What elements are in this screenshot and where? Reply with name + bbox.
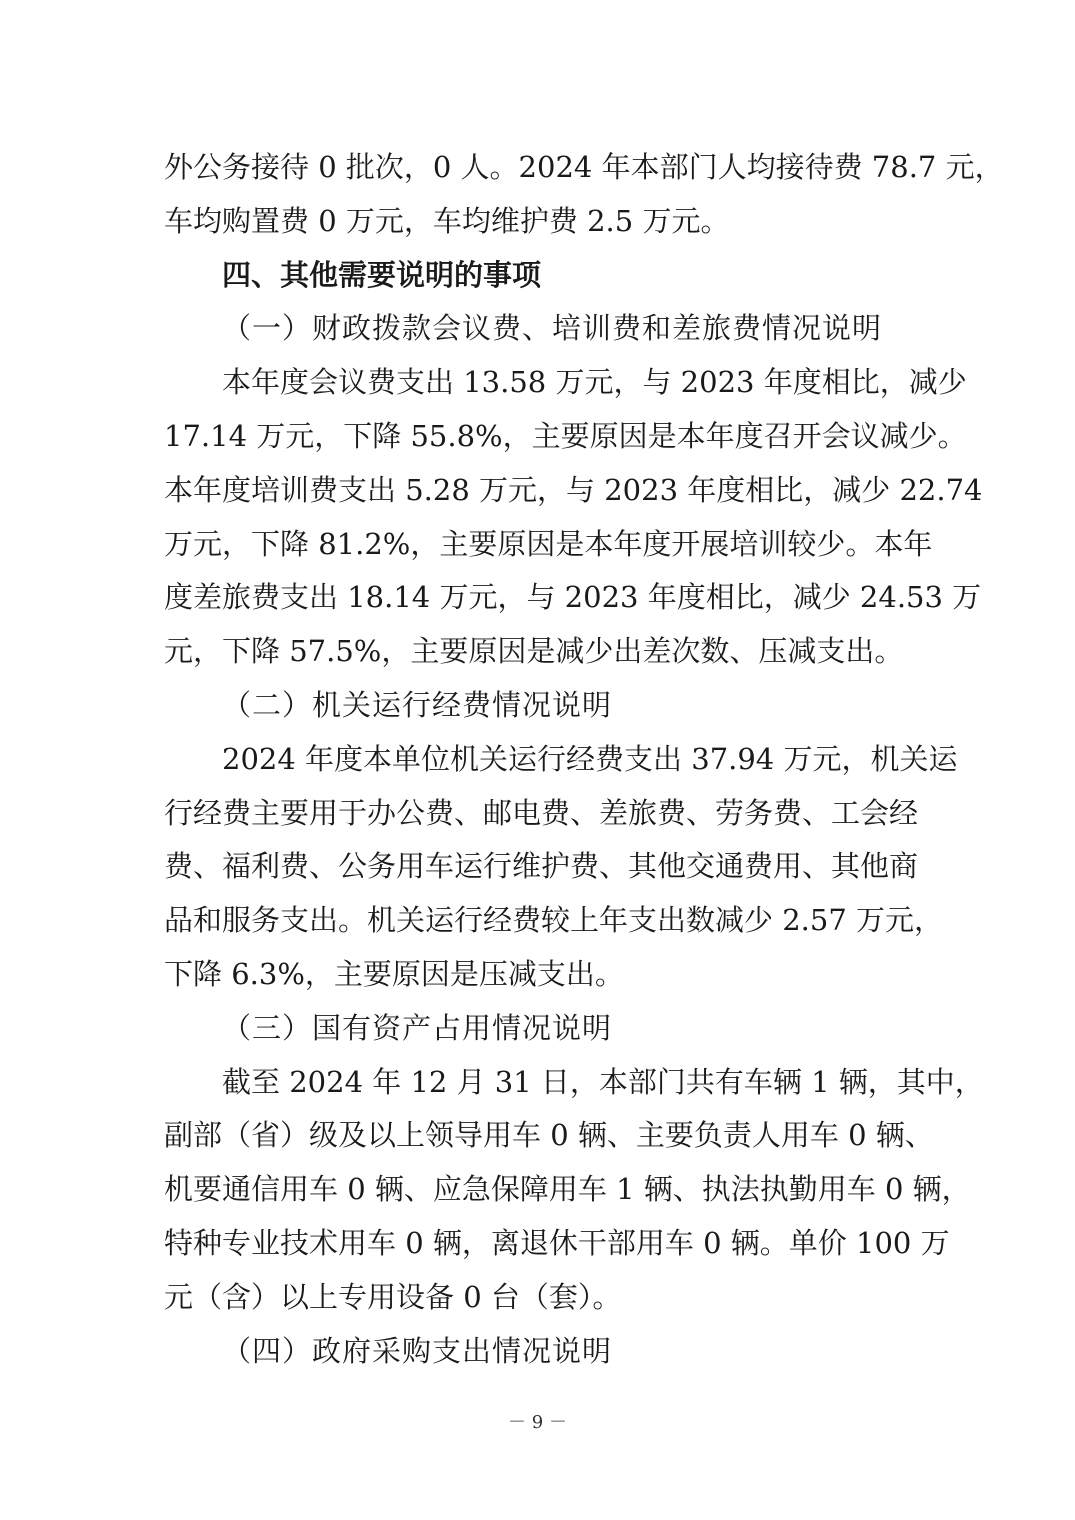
subsection-heading: （四）政府采购支出情况说明 [222,1333,613,1368]
paragraph-line: 下降 6.3%，主要原因是压减支出。 [164,956,624,991]
section-heading: 四、其他需要说明的事项 [222,257,542,292]
subsection-heading: （二）机关运行经费情况说明 [222,687,613,722]
subsection-heading: （三）国有资产占用情况说明 [222,1010,613,1045]
document-body [164,141,1004,1378]
paragraph-line: 度差旅费支出 18.14 万元，与 2023 年度相比，减少 24.53 万 [164,580,982,615]
paragraph-line: 元，下降 57.5%，主要原因是减少出差次数、压减支出。 [164,634,904,669]
paragraph-line: 2024 年度本单位机关运行经费支出 37.94 万元，机关运 [222,741,958,776]
paragraph-line: 副部（省）级及以上领导用车 0 辆、主要负责人用车 0 辆、 [164,1118,934,1153]
paragraph-line: 17.14 万元，下降 55.8%，主要原因是本年度召开会议减少。 [164,418,967,453]
subsection-heading: （一）财政拨款会议费、培训费和差旅费情况说明 [222,311,883,346]
paragraph-line: 特种专业技术用车 0 辆，离退休干部用车 0 辆。单价 100 万 [164,1225,950,1260]
paragraph-line: 元（含）以上专用设备 0 台（套）。 [164,1279,622,1314]
paragraph-line: 本年度会议费支出 13.58 万元，与 2023 年度相比，减少 [222,365,967,400]
paragraph-line: 外公务接待 0 批次，0 人。2024 年本部门人均接待费 78.7 元， [164,150,1004,184]
paragraph-line: 车均购置费 0 万元，车均维护费 2.5 万元。 [164,203,730,238]
paragraph-line: 截至 2024 年 12 月 31 日，本部门共有车辆 1 辆，其中， [222,1064,984,1099]
paragraph-line: 本年度培训费支出 5.28 万元，与 2023 年度相比，减少 22.74 [164,472,983,507]
paragraph-line: 品和服务支出。机关运行经费较上年支出数减少 2.57 万元， [164,903,944,938]
paragraph-line: 费、福利费、公务用车运行维护费、其他交通费用、其他商 [164,849,919,884]
page-number: － 9 － [508,1412,567,1433]
paragraph-line: 行经费主要用于办公费、邮电费、差旅费、劳务费、工会经 [164,795,919,830]
paragraph-line: 万元，下降 81.2%，主要原因是本年度开展培训较少。本年 [164,526,933,561]
paragraph-line: 机要通信用车 0 辆、应急保障用车 1 辆、执法执勤用车 0 辆， [164,1172,971,1207]
